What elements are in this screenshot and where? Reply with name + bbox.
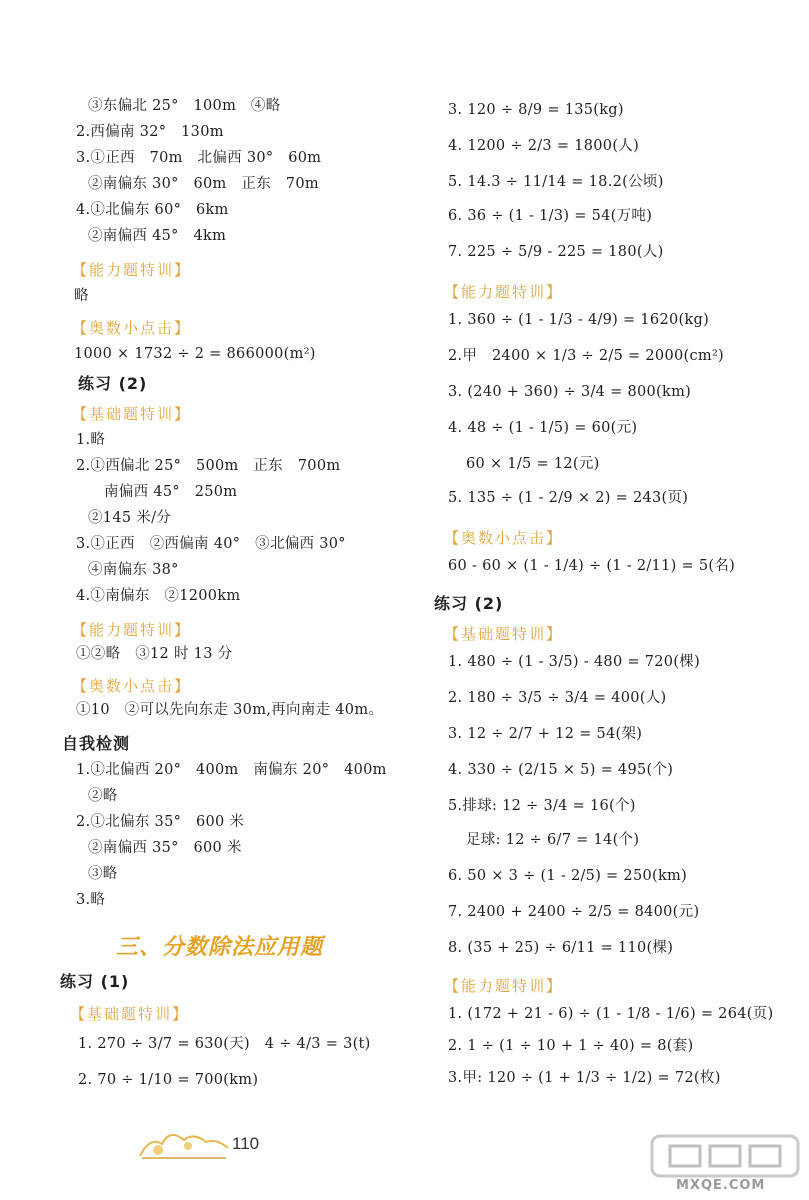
- left-line: 3.①正西 70m 北偏西 30° 60m: [76, 150, 322, 166]
- left-line: 【奥数小点击】: [72, 677, 192, 695]
- right-line: 3.甲: 120 ÷ (1 + 1/3 ÷ 1/2) = 72(枚): [448, 1070, 721, 1086]
- chapter-title: 三、分数除法应用题: [116, 935, 324, 960]
- left-line: ③东偏北 25° 100m ④略: [88, 98, 281, 114]
- right-line: 足球: 12 ÷ 6/7 = 14(个): [466, 832, 640, 848]
- left-line: 1. 270 ÷ 3/7 = 630(天) 4 ÷ 4/3 = 3(t): [78, 1036, 371, 1052]
- right-line: 2. 180 ÷ 3/5 ÷ 3/4 = 400(人): [448, 690, 667, 706]
- right-line: 2.甲 2400 × 1/3 ÷ 2/5 = 2000(cm²): [448, 348, 725, 364]
- left-line: 3.略: [76, 892, 106, 908]
- left-line: ④南偏东 38°: [88, 562, 179, 578]
- page-number: 110: [232, 1134, 260, 1153]
- left-line: ②略: [88, 788, 118, 804]
- right-line: 8. (35 + 25) ÷ 6/11 = 110(棵): [448, 940, 674, 956]
- left-line: 南偏西 45° 250m: [104, 484, 238, 500]
- left-line: ②145 米/分: [88, 510, 172, 526]
- right-line: 7. 225 ÷ 5/9 - 225 = 180(人): [448, 244, 664, 260]
- left-line: 1.略: [76, 432, 106, 448]
- right-line: 2. 1 ÷ (1 ÷ 10 + 1 ÷ 40) = 8(套): [448, 1038, 694, 1054]
- left-line: 2.①西偏北 25° 500m 正东 700m: [76, 458, 341, 474]
- left-line: 1000 × 1732 ÷ 2 = 866000(m²): [74, 346, 316, 362]
- left-line: 2.①北偏东 35° 600 米: [76, 814, 245, 830]
- right-line: 1. 360 ÷ (1 - 1/3 - 4/9) = 1620(kg): [448, 312, 710, 328]
- right-line: 3. 120 ÷ 8/9 = 135(kg): [448, 102, 624, 118]
- left-line: 自我检测: [62, 734, 131, 753]
- right-line: 4. 1200 ÷ 2/3 = 1800(人): [448, 138, 640, 154]
- right-line: 5. 14.3 ÷ 11/14 = 18.2(公顷): [448, 174, 664, 190]
- left-line: ①10 ②可以先向东走 30m,再向南走 40m。: [76, 702, 384, 718]
- right-line: 练习 (2): [434, 594, 504, 613]
- right-line: 60 - 60 × (1 - 1/4) ÷ (1 - 2/11) = 5(名): [448, 558, 736, 574]
- left-line: ②南偏西 35° 600 米: [88, 840, 242, 856]
- left-line: 4.①南偏东 ②1200km: [76, 588, 241, 604]
- decorative-illustration: [136, 1122, 232, 1162]
- right-line: 【奥数小点击】: [444, 529, 564, 547]
- left-line: 【基础题特训】: [72, 405, 192, 423]
- right-line: 1. 480 ÷ (1 - 3/5) - 480 = 720(棵): [448, 654, 701, 670]
- right-line: 60 × 1/5 = 12(元): [466, 456, 600, 472]
- left-line: 练习 (2): [78, 374, 148, 393]
- left-line: 2. 70 ÷ 1/10 = 700(km): [78, 1072, 259, 1088]
- right-line: 6. 50 × 3 ÷ (1 - 2/5) = 250(km): [448, 868, 688, 884]
- left-line: 【能力题特训】: [72, 261, 192, 279]
- left-line: 【奥数小点击】: [72, 319, 192, 337]
- left-line: 2.西偏南 32° 130m: [76, 124, 224, 140]
- left-line: 1.①北偏西 20° 400m 南偏东 20° 400m: [76, 762, 387, 778]
- right-line: 6. 36 ÷ (1 - 1/3) = 54(万吨): [448, 208, 653, 224]
- left-line: 4.①北偏东 60° 6km: [76, 202, 229, 218]
- left-line: 略: [74, 288, 89, 304]
- watermark-text: MXQE.COM: [676, 1178, 766, 1193]
- right-line: 5.排球: 12 ÷ 3/4 = 16(个): [448, 798, 636, 814]
- left-line: ②南偏西 45° 4km: [88, 228, 227, 244]
- right-line: 1. (172 + 21 - 6) ÷ (1 - 1/8 - 1/6) = 264(页): [448, 1006, 774, 1022]
- right-line: 3. (240 + 360) ÷ 3/4 = 800(km): [448, 384, 692, 400]
- right-line: 7. 2400 + 2400 ÷ 2/5 = 8400(元): [448, 904, 700, 920]
- right-line: 4. 48 ÷ (1 - 1/5) = 60(元): [448, 420, 638, 436]
- left-line: 3.①正西 ②西偏南 40° ③北偏西 30°: [76, 536, 346, 552]
- right-line: 【能力题特训】: [444, 283, 564, 301]
- left-line: ①②略 ③12 时 13 分: [76, 646, 233, 662]
- right-line: 5. 135 ÷ (1 - 2/9 × 2) = 243(页): [448, 490, 689, 506]
- left-line: 【能力题特训】: [72, 621, 192, 639]
- right-line: 【能力题特训】: [444, 977, 564, 995]
- left-line: ②南偏东 30° 60m 正东 70m: [88, 176, 319, 192]
- left-line: ③略: [88, 866, 118, 882]
- right-line: 3. 12 ÷ 2/7 + 12 = 54(架): [448, 726, 643, 742]
- left-line: 练习 (1): [60, 972, 130, 991]
- left-line: 【基础题特训】: [70, 1005, 190, 1023]
- right-line: 4. 330 ÷ (2/15 × 5) = 495(个): [448, 762, 674, 778]
- right-line: 【基础题特训】: [444, 625, 564, 643]
